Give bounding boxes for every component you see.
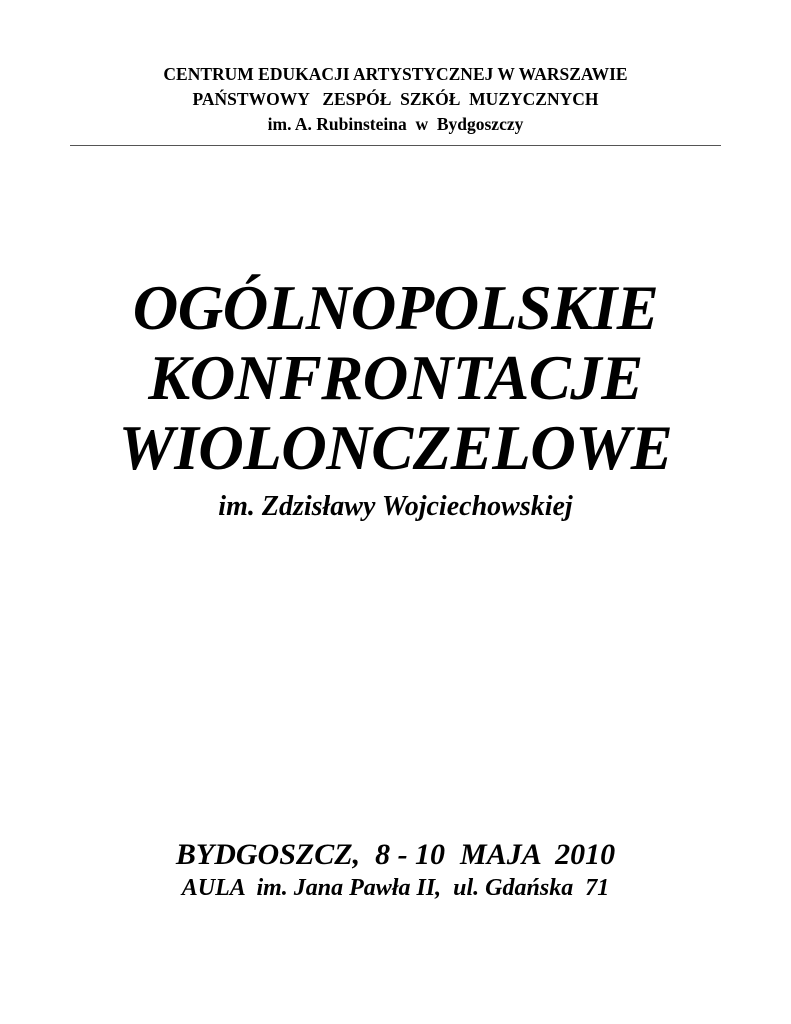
document-title [0, 273, 791, 483]
document-subtitle: im. Zdzisławy Wojciechowskiej [218, 491, 573, 522]
header-line-school: PAŃSTWOWY ZESPÓŁ SZKÓŁ MUZYCZNYCH [192, 89, 599, 109]
event-details [0, 836, 791, 902]
title-line-3: WIOLONCZELOWE [118, 413, 673, 483]
header-line-institution: CENTRUM EDUKACJI ARTYSTYCZNEJ W WARSZAWIE [163, 64, 628, 84]
header-divider [70, 145, 721, 146]
event-date: BYDGOSZCZ, 8 - 10 MAJA 2010 [175, 838, 616, 871]
header-line-location: im. A. Rubinsteina w Bydgoszczy [267, 114, 524, 134]
title-line-1: OGÓLNOPOLSKIE [132, 273, 659, 343]
event-venue: AULA im. Jana Pawła II, ul. Gdańska 71 [181, 875, 610, 901]
institution-header [70, 62, 721, 137]
title-line-2: KONFRONTACJE [148, 343, 643, 413]
